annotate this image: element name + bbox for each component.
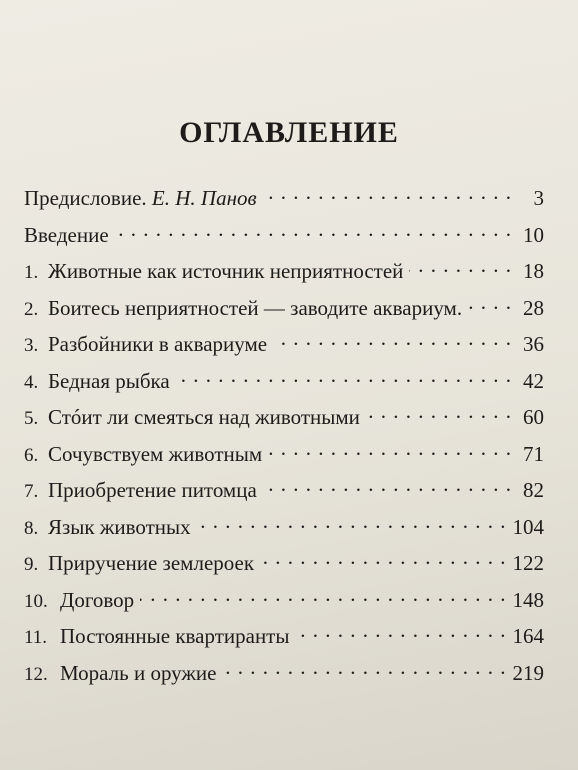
toc-entry-label: Бедная рыбка [48,368,170,393]
toc-page-number: 18 [523,259,544,283]
toc-entry-number: 10. [24,590,48,612]
toc-entry-label: Животные как источник неприятностей [48,259,404,283]
toc-entry [24,294,544,331]
dot-leader [273,330,512,351]
dot-leader [115,221,512,242]
toc-entry [24,257,544,294]
table-of-contents [24,184,544,695]
toc-page-number: 104 [512,514,544,539]
dot-leader [366,403,512,424]
toc-entry [24,440,544,477]
toc-page-number: 28 [523,295,544,320]
toc-entry-number: 9. [24,554,39,575]
toc-entry [24,659,544,696]
toc-page-number: 164 [512,624,544,648]
toc-page-number: 36 [523,332,544,356]
toc-entry-number: 1. [24,262,39,283]
dot-leader [295,622,506,643]
toc-page-number: 219 [512,660,544,685]
toc-entry-label: Сочувствуем животным [48,441,263,466]
toc-entry [24,403,544,440]
toc-entry-label: Стóит ли смеяться над животными [48,405,360,429]
dot-leader [468,294,512,315]
toc-entry-label: Приобретение питомца [48,478,257,502]
dot-leader [263,184,512,205]
toc-entry-label: Договор [60,587,135,612]
toc-page-number: 82 [523,478,544,502]
dot-leader [222,659,506,680]
page-title: ОГЛАВЛЕНИЕ [179,116,399,149]
toc-page-number: 71 [523,441,544,466]
toc-entry [24,367,544,404]
dot-leader [140,586,506,607]
toc-entry [24,184,544,221]
toc-entry [24,549,544,586]
toc-entry [24,221,544,258]
toc-entry-number: 12. [24,663,48,685]
toc-page-number: 122 [512,551,544,575]
dot-leader [197,513,507,534]
toc-entry-number: 7. [24,481,39,502]
toc-entry-label: Приручение землероек [48,551,255,575]
toc-entry-label: Предисловие. Е. Н. Панов [24,186,257,210]
toc-entry [24,513,544,550]
toc-entry [24,586,544,623]
toc-entry-number: 4. [24,371,39,393]
toc-entry-number: 3. [24,335,39,356]
toc-page-number: 10 [523,222,544,247]
toc-entry [24,622,544,659]
dot-leader [176,367,512,388]
toc-entry [24,476,544,513]
toc-entry [24,330,544,367]
toc-entry-number: 6. [24,444,39,466]
toc-entry-label: Мораль и оружие [60,660,217,685]
toc-entry-label: Язык животных [48,514,191,539]
toc-entry-label: Боитесь неприятностей — заводите аквариум. [48,295,463,320]
toc-page-number: 3 [533,186,544,210]
dot-leader [268,440,512,461]
dot-leader [409,257,512,278]
toc-page-number: 60 [523,405,544,429]
toc-entry-number: 8. [24,517,39,539]
dot-leader [263,476,512,497]
dot-leader [260,549,506,570]
toc-entry-number: 11. [24,627,48,648]
toc-entry-number: 2. [24,298,39,320]
toc-entry-number: 5. [24,408,39,429]
toc-page-number: 42 [523,368,544,393]
toc-entry-label: Разбойники в аквариуме [48,332,268,356]
toc-entry-label: Постоянные квартиранты [60,624,290,648]
toc-entry-author: Е. Н. Панов [151,186,257,210]
toc-page-number: 148 [512,587,544,612]
toc-entry-label: Введение [24,222,109,247]
